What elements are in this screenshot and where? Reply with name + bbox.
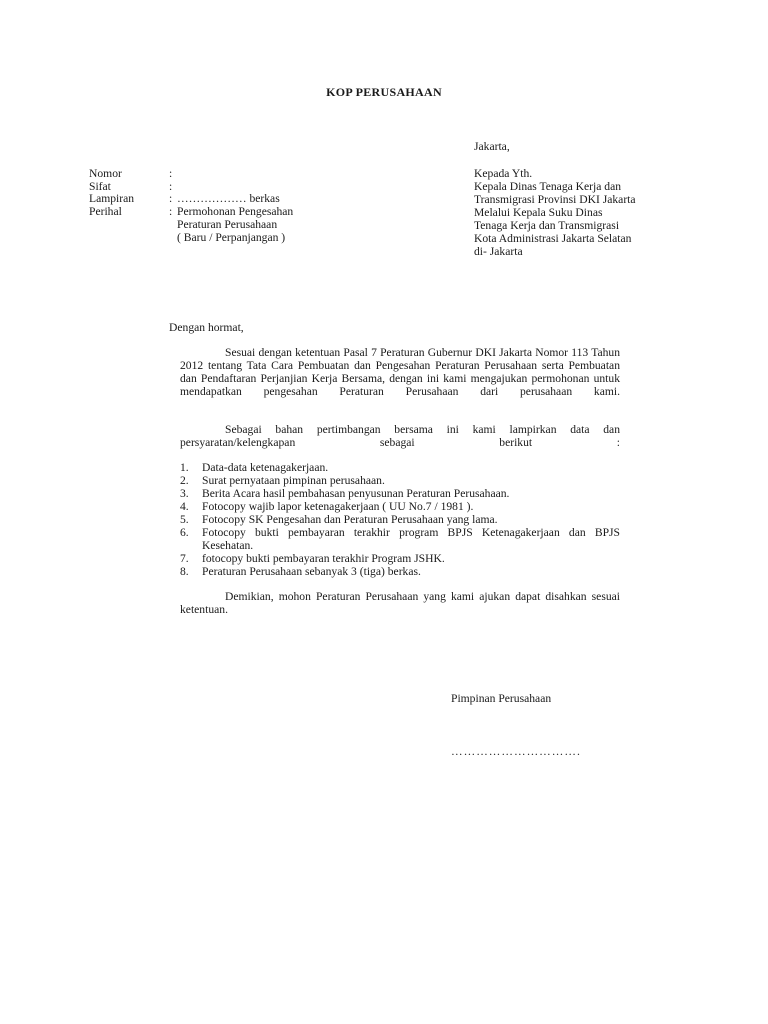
list-text: fotocopy bukti pembayaran terakhir Program JSHK.	[202, 552, 445, 565]
city-date: Jakarta,	[474, 140, 510, 153]
list-item	[180, 526, 620, 552]
recipient-line: Kepala Dinas Tenaga Kerja dan	[474, 180, 622, 193]
list-item	[180, 461, 620, 474]
list-item	[180, 500, 620, 513]
list-text: Fotocopy wajib lapor ketenagakerjaan ( UU No.7 / 1981 ).	[202, 500, 474, 513]
list-item	[180, 513, 620, 526]
letterhead-title: KOP PERUSAHAAN	[326, 85, 442, 99]
list-number: 7.	[180, 552, 189, 565]
list-item	[180, 552, 620, 565]
list-item	[180, 487, 620, 500]
list-text: Peraturan Perusahaan sebanyak 3 (tiga) berkas.	[202, 565, 421, 578]
perihal-line: Peraturan Perusahaan	[177, 218, 278, 231]
meta-colon: :	[169, 192, 173, 205]
recipient-line: Melalui Kepala Suku Dinas	[474, 206, 603, 219]
recipient-line: Kota Administrasi Jakarta Selatan	[474, 232, 632, 245]
greeting: Dengan hormat,	[169, 321, 244, 334]
perihal-line: Permohonan Pengesahan	[177, 205, 294, 218]
recipient-line: Tenaga Kerja dan Transmigrasi	[474, 219, 620, 232]
recipient-line: Kepada Yth.	[474, 167, 533, 180]
list-number: 6.	[180, 526, 189, 539]
meta-label-perihal: Perihal	[89, 205, 122, 218]
list-number: 2.	[180, 474, 189, 487]
list-text: Data-data ketenagakerjaan.	[202, 461, 329, 474]
recipient-line: Transmigrasi Provinsi DKI Jakarta	[474, 193, 636, 206]
meta-colon: :	[169, 205, 173, 218]
meta-label-lampiran: Lampiran	[89, 192, 135, 205]
closing-paragraph: Demikian, mohon Peraturan Perusahaan yang kami ajukan dapat disahkan sesuai ketentuan.	[180, 590, 620, 616]
signature-line: ………………………….	[451, 745, 581, 758]
signature-title: Pimpinan Perusahaan	[451, 692, 552, 705]
recipient-address	[474, 167, 714, 258]
list-text: Berita Acara hasil pembahasan penyusunan Peraturan Perusahaan.	[202, 487, 510, 500]
meta-label-nomor: Nomor	[89, 167, 122, 180]
perihal-line: ( Baru / Perpanjangan )	[177, 231, 286, 244]
list-number: 1.	[180, 461, 189, 474]
meta-colon: :	[169, 180, 173, 193]
meta-colon: :	[169, 167, 173, 180]
list-text: Surat pernyataan pimpinan perusahaan.	[202, 474, 385, 487]
body-paragraph-2: Sebagai bahan pertimbangan bersama ini kami lampirkan data dan persyaratan/kelengkapan sebagai berikut :	[180, 423, 620, 449]
list-number: 8.	[180, 565, 189, 578]
body-paragraph-1: Sesuai dengan ketentuan Pasal 7 Peraturan Gubernur DKI Jakarta Nomor 113 Tahun 2012 tentang Tata Cara Pembuatan dan Pengesahan Peraturan Perusahaan serta Pembuatan dan Pendaftaran Perjanjian Kerja Bersama, dengan ini kami mengajukan permohonan untuk mendapatkan pengesahan Peraturan Perusahaan dari perusahaan kami.	[180, 346, 620, 398]
list-item	[180, 474, 620, 487]
list-text: Fotocopy SK Pengesahan dan Peraturan Perusahaan yang lama.	[202, 513, 498, 526]
list-number: 4.	[180, 500, 189, 513]
list-text: Fotocopy bukti pembayaran terakhir program BPJS Ketenagakerjaan dan BPJS Kesehatan.	[202, 526, 620, 552]
recipient-line: di- Jakarta	[474, 245, 523, 258]
list-number: 3.	[180, 487, 189, 500]
meta-label-sifat: Sifat	[89, 180, 111, 193]
attachment-list	[180, 461, 620, 578]
list-number: 5.	[180, 513, 189, 526]
meta-value-lampiran: ……………… berkas	[177, 192, 280, 205]
list-item	[180, 565, 620, 578]
meta-value-perihal	[177, 205, 293, 244]
